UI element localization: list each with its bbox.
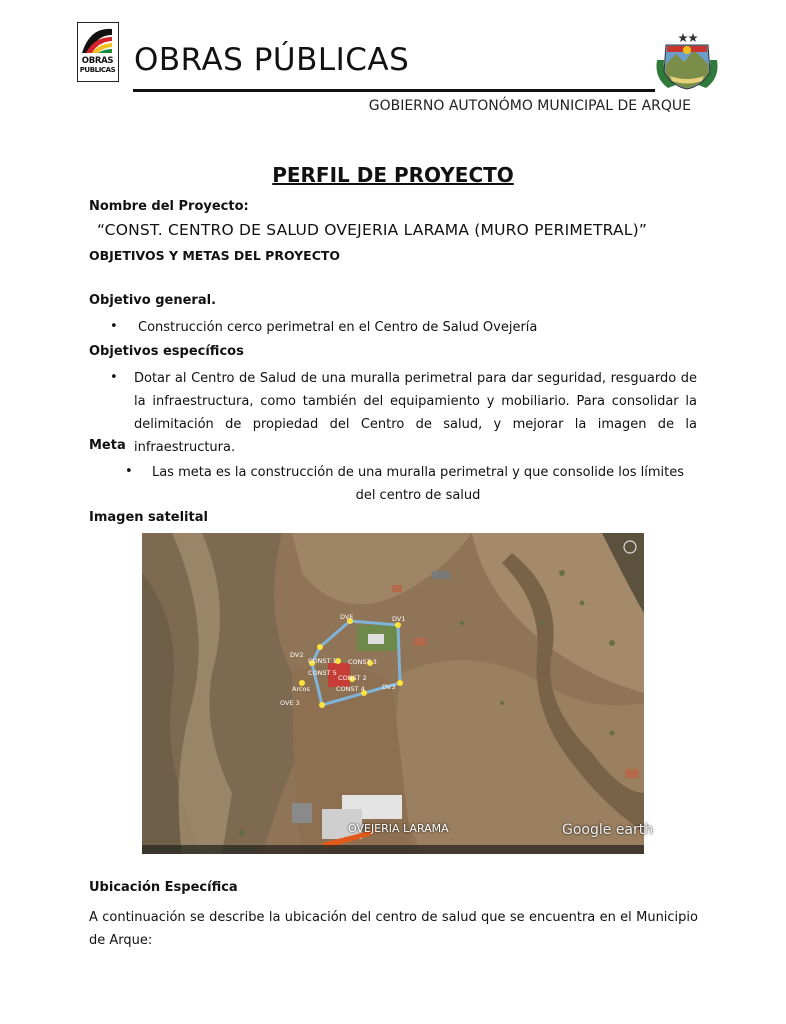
satellite-map-graphic	[142, 533, 644, 854]
map-point-label: Arcos	[292, 685, 310, 693]
map-point-label: CONST 3	[348, 658, 377, 666]
map-point-label: DV2	[290, 651, 304, 659]
logo-text-obras: OBRAS	[81, 56, 114, 66]
general-objective-label: Objetivo general.	[89, 293, 217, 308]
header-subtitle: GOBIERNO AUTONÓMO MUNICIPAL DE ARQUE	[368, 98, 691, 114]
specific-objective-item: Dotar al Centro de Salud de una muralla perimetral para dar seguridad, resguardo de la infraestructura, como también del equipamiento y mobiliario. Para consolidar la delimitación de propiedad del Centro de salud, y mejorar la imagen de la infraestructura.	[134, 371, 697, 455]
map-point-label: DV1	[392, 615, 406, 623]
map-point-label: OVE 3	[280, 699, 300, 707]
map-point-label: CONST 5	[308, 669, 337, 677]
location-label: Ubicación Específica	[89, 880, 238, 895]
map-point-label: CONST 4	[336, 685, 365, 693]
satellite-place-label: OVEJERIA LARAMA	[348, 822, 449, 835]
header-divider	[133, 89, 655, 92]
objectives-heading: OBJETIVOS Y METAS DEL PROYECTO	[89, 248, 341, 263]
map-point-label: CONST 2	[338, 674, 367, 682]
satellite-label: Imagen satelital	[89, 510, 208, 525]
meta-label: Meta	[89, 438, 126, 453]
map-point-label: CONST 1	[308, 657, 337, 665]
municipal-seal-icon	[652, 28, 722, 94]
obras-publicas-logo	[77, 22, 119, 82]
specific-objectives-label: Objetivos específicos	[89, 344, 244, 359]
bullet-general: •	[110, 319, 118, 334]
header-title: OBRAS PÚBLICAS	[134, 42, 410, 78]
logo-text-publicas: PUBLICAS	[79, 66, 116, 74]
project-name-label: Nombre del Proyecto:	[89, 199, 249, 214]
bullet-specific: •	[110, 370, 118, 385]
map-point-label: DVE	[340, 613, 354, 621]
map-point-label: DV3	[382, 683, 396, 691]
general-objective-item: Construcción cerco perimetral en el Centro de Salud Ovejería	[138, 320, 538, 335]
document-title: PERFIL DE PROYECTO	[272, 163, 514, 187]
satellite-image	[142, 533, 654, 854]
project-name: “CONST. CENTRO DE SALUD OVEJERIA LARAMA (MURO PERIMETRAL)”	[97, 221, 648, 239]
meta-item: Las meta es la construcción de una muralla perimetral y que consolide los límites del centro de salud	[151, 465, 685, 503]
location-text: A continuación se describe la ubicación del centro de salud que se encuentra en el Municipio de Arque:	[89, 910, 698, 948]
google-earth-logo: Google earth	[562, 822, 654, 838]
bullet-meta: •	[125, 464, 133, 479]
